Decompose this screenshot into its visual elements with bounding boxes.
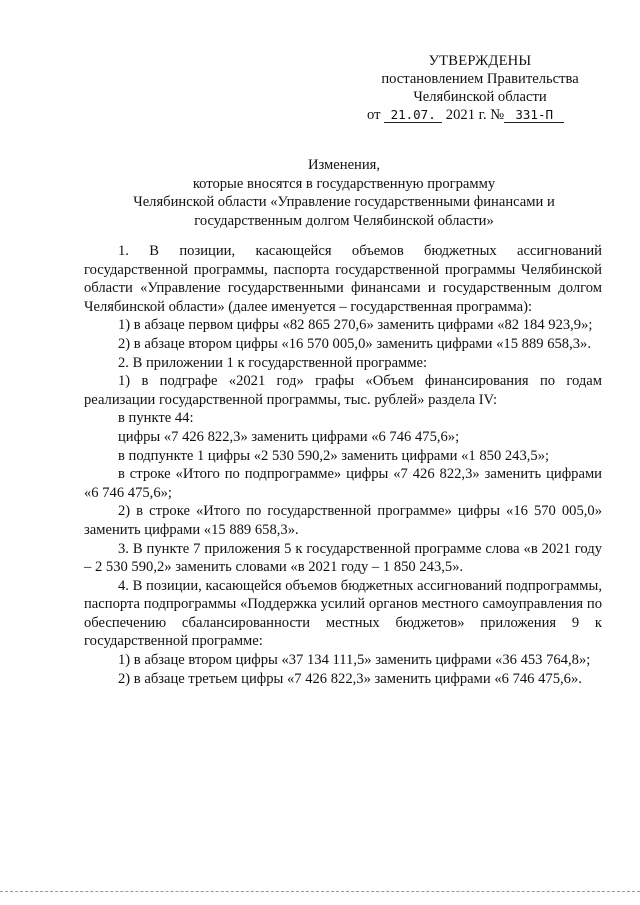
- document-title: [84, 156, 604, 230]
- approval-block: [360, 52, 600, 124]
- paragraph-2-item-1: 1) в подграфе «2021 год» графы «Объем финансирования по годам реализации государственной программы, тыс. рублей» раздела IV:: [84, 373, 602, 408]
- approval-heading: УТВЕРЖДЕНЫ: [428, 53, 532, 69]
- approval-line-region: Челябинской области: [413, 89, 547, 105]
- paragraph-2: 2. В приложении 1 к государственной программе:: [118, 354, 428, 371]
- title-line-2: которые вносятся в государственную программу: [192, 175, 496, 192]
- from-label: от: [367, 107, 381, 123]
- year-number-label: 2021 г. №: [445, 107, 505, 123]
- paragraph-2-subprogram-total: в строке «Итого по подпрограмме» цифры «7 426 822,3» заменить цифрами «6 746 475,6»;: [84, 466, 602, 501]
- title-line-4: государственным долгом Челябинской области»: [194, 212, 494, 229]
- handwritten-date: 21.07.: [384, 108, 442, 123]
- handwritten-number: 331-П: [504, 108, 564, 123]
- paragraph-2-item-2: 2) в строке «Итого по государственной программе» цифры «16 570 005,0» заменить цифрами «15 889 658,3».: [84, 503, 602, 538]
- paragraph-1: 1. В позиции, касающейся объемов бюджетных ассигнований государственной программы, паспорта государственной программы Челябинской области «Управление государственными финансами и государственным долгом Челябинской области» (далее именуется – государственная программа):: [84, 243, 602, 315]
- document-body: [84, 242, 602, 688]
- paragraph-2-subpoint-1: в подпункте 1 цифры «2 530 590,2» заменить цифрами «1 850 243,5»;: [118, 447, 550, 464]
- paragraph-2-point-44: в пункте 44:: [118, 410, 194, 427]
- paragraph-3: 3. В пункте 7 приложения 5 к государственной программе слова «в 2021 году – 2 530 590,2» заменить словами «в 2021 году – 1 850 243,5».: [84, 540, 602, 576]
- paragraph-1-item-1: 1) в абзаце первом цифры «82 865 270,6» заменить цифрами «82 184 923,9»;: [118, 317, 593, 334]
- paragraph-4-item-2: 2) в абзаце третьем цифры «7 426 822,3» заменить цифрами «6 746 475,6».: [118, 670, 582, 687]
- paragraph-4-item-1: 1) в абзаце втором цифры «37 134 111,5» заменить цифрами «36 453 764,8»;: [118, 652, 591, 669]
- approval-line-resolution: постановлением Правительства: [381, 71, 579, 87]
- paragraph-4: 4. В позиции, касающейся объемов бюджетных ассигнований подпрограммы, паспорта подпрограммы «Поддержка усилий органов местного самоуправления по обеспечению сбалансированности местных бюджетов» приложения 9 к государственной программе:: [84, 577, 602, 650]
- title-line-3: Челябинской области «Управление государственными финансами и: [133, 194, 555, 210]
- title-line-1: Изменения,: [307, 157, 381, 173]
- approval-date-line: [360, 106, 600, 124]
- paragraph-1-item-2: 2) в абзаце втором цифры «16 570 005,0» заменить цифрами «15 889 658,3».: [118, 335, 591, 352]
- page-bottom-rule: [0, 891, 640, 892]
- paragraph-2-point-44-figures: цифры «7 426 822,3» заменить цифрами «6 746 475,6»;: [118, 428, 460, 445]
